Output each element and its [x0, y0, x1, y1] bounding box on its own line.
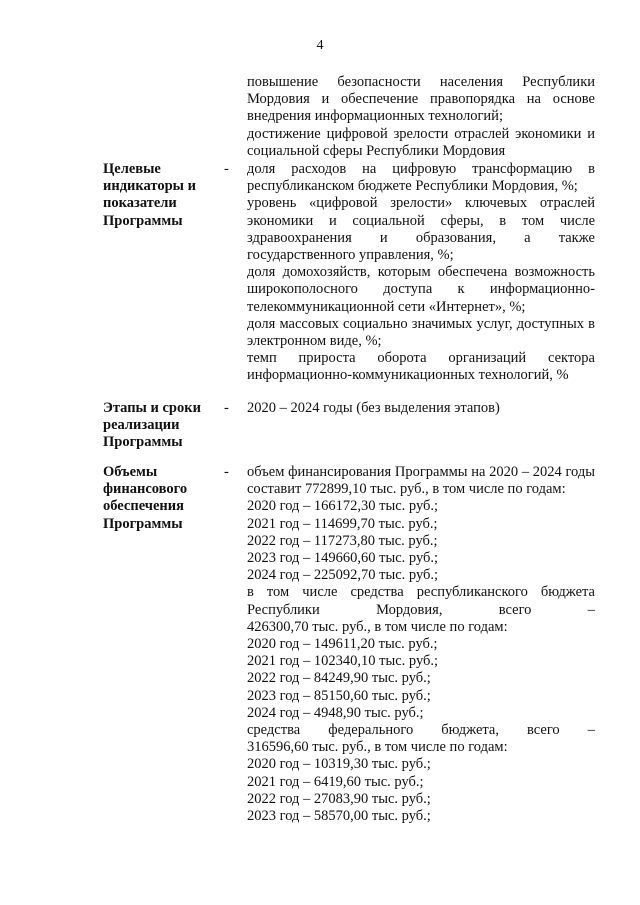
- federal-year: 2021 год – 6419,60 тыс. руб.;: [247, 773, 424, 790]
- regional-year: 2022 год – 84249,90 тыс. руб.;: [247, 670, 431, 687]
- target-item: уровень «цифровой зрелости» ключевых отраслей экономики и социальной сферы, в том числе здравоохранения и образования, а также государственного управления, %;: [247, 195, 595, 264]
- federal-year: 2022 год – 27083,90 тыс. руб.;: [247, 790, 431, 807]
- regional-intro: в том числе средства республиканского бюджета: [247, 584, 595, 601]
- regional-year: 2021 год – 102340,10 тыс. руб.;: [247, 653, 439, 670]
- targets-list: [247, 161, 595, 385]
- federal-intro: 316596,60 тыс. руб., в том числе по годам:: [247, 739, 508, 756]
- target-item: доля массовых социально значимых услуг, доступных в электронном виде, %;: [247, 315, 595, 350]
- funding-intro: объем финансирования Программы на 2020 – 2024 годы составит 772899,10 тыс. руб., в том числе по годам:: [247, 464, 595, 498]
- funding-text: [247, 464, 595, 825]
- continuation-item: повышение безопасности населения Республики Мордовия и обеспечение правопорядка на основе внедрения информационных технологий;: [247, 74, 595, 125]
- funding-dash: -: [224, 464, 229, 480]
- regional-intro: Республики Мордовия, всего –: [247, 601, 595, 618]
- funding-label: Объемы финансового обеспечения Программы: [103, 464, 188, 532]
- funding-year: 2024 год – 225092,70 тыс. руб.;: [247, 567, 439, 584]
- funding-year: 2020 год – 166172,30 тыс. руб.;: [247, 498, 439, 515]
- page-number: 4: [316, 38, 324, 53]
- stages-label: Этапы и сроки реализации Программы: [103, 400, 201, 451]
- targets-label: Целевые индикаторы и показатели Программы: [103, 161, 196, 229]
- targets-dash: -: [224, 161, 229, 177]
- target-item: темп прироста оборота организаций сектора информационно-коммуникационных технологий, %: [247, 350, 595, 384]
- regional-year: 2020 год – 149611,20 тыс. руб.;: [247, 636, 438, 653]
- federal-year: 2020 год – 10319,30 тыс. руб.;: [247, 756, 431, 773]
- funding-year: 2021 год – 114699,70 тыс. руб.;: [247, 515, 438, 532]
- stages-text: 2020 – 2024 годы (без выделения этапов): [247, 400, 500, 416]
- regional-intro: 426300,70 тыс. руб., в том числе по годам:: [247, 618, 508, 635]
- target-item: доля домохозяйств, которым обеспечена возможность широкополосного доступа к информационно-телекоммуникационной сети «Интернет», %;: [247, 264, 595, 315]
- funding-year: 2023 год – 149660,60 тыс. руб.;: [247, 550, 439, 567]
- regional-year: 2024 год – 4948,90 тыс. руб.;: [247, 704, 424, 721]
- stages-dash: -: [224, 400, 229, 416]
- federal-intro: средства федерального бюджета, всего –: [247, 722, 595, 739]
- continuation-text: [247, 74, 595, 160]
- target-item: доля расходов на цифровую трансформацию в республиканском бюджете Республики Мордовия, %;: [247, 161, 595, 195]
- funding-year: 2022 год – 117273,80 тыс. руб.;: [247, 532, 438, 549]
- federal-year: 2023 год – 58570,00 тыс. руб.;: [247, 808, 431, 825]
- continuation-item: достижение цифровой зрелости отраслей экономики и социальной сферы Республики Мордовия: [247, 125, 595, 159]
- regional-year: 2023 год – 85150,60 тыс. руб.;: [247, 687, 431, 704]
